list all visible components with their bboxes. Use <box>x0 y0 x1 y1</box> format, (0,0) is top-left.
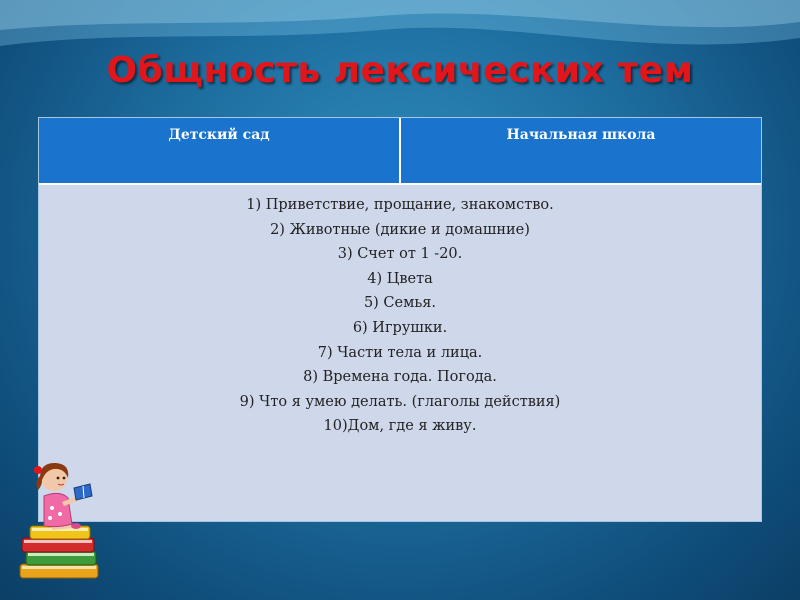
list-item: 5) Семья. <box>363 295 437 312</box>
topics-table <box>38 117 762 522</box>
table-header-row <box>39 118 761 183</box>
header-kindergarten: Детский сад <box>39 118 401 183</box>
header-primary-school: Начальная школа <box>401 118 761 183</box>
list-item: 7) Части тела и лица. <box>317 344 483 361</box>
list-item: 3) Счет от 1 -20. <box>337 246 463 263</box>
slide-title: Общность лексических тем <box>106 50 694 91</box>
books-stack-icon <box>20 526 98 578</box>
girl-reading-on-books-icon <box>14 456 110 586</box>
list-item: 8) Времена года. Погода. <box>303 369 497 386</box>
table-body-cell <box>39 183 761 521</box>
list-item: 9) Что я умею делать. (глаголы действия) <box>239 393 561 410</box>
girl-figure <box>34 463 92 530</box>
list-item: 2) Животные (дикие и домашние) <box>270 221 530 238</box>
list-item: 10)Дом, где я живу. <box>323 418 477 435</box>
list-item: 4) Цвета <box>367 270 433 287</box>
list-item: 1) Приветствие, прощание, знакомство. <box>246 197 554 213</box>
list-item: 6) Игрушки. <box>352 319 448 336</box>
topic-list <box>39 193 761 439</box>
